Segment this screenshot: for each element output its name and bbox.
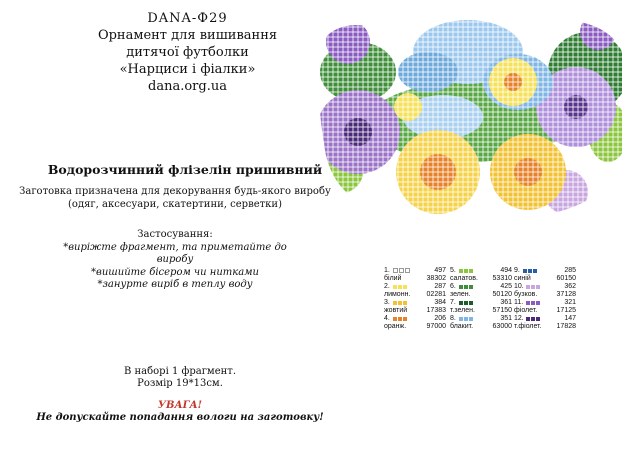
legend-item	[514, 299, 576, 315]
legend-item	[450, 283, 512, 299]
title-line-2: дитячої футболки	[126, 45, 249, 60]
kit-info	[80, 366, 280, 390]
legend-num: 5.	[450, 267, 456, 274]
legend-num: 1.	[384, 267, 390, 274]
intended-line-1: Заготовка призначена для декорування будь-якого виробу	[19, 186, 331, 197]
legend-num: 12.	[514, 315, 524, 322]
title-line-1: Орнамент для вишивання	[97, 28, 278, 43]
legend-color-name: оранж.	[384, 323, 407, 330]
legend-item	[450, 267, 512, 283]
legend-code: 53310	[492, 275, 512, 282]
legend-code: 97000	[426, 323, 446, 330]
legend-count: 285	[564, 267, 576, 274]
legend-count: 362	[564, 283, 576, 290]
legend-item	[384, 283, 446, 299]
legend-color-name: білий	[384, 275, 402, 282]
legend-num: 7.	[450, 299, 456, 306]
size-info: Розмір 19*13см.	[137, 378, 223, 389]
website: dana.org.ua	[148, 79, 227, 94]
legend-item	[514, 267, 576, 283]
title-block	[80, 10, 295, 95]
legend-color-name: фіолет.	[514, 307, 538, 314]
legend-count: 497	[434, 267, 446, 274]
legend-num: 4.	[384, 315, 390, 322]
legend-item	[384, 315, 446, 331]
legend-code: 37128	[556, 291, 576, 298]
embroidery-pattern-image	[318, 12, 626, 230]
legend-item	[384, 267, 446, 283]
fragment-count: В наборі 1 фрагмент.	[123, 366, 237, 377]
legend-color-name: лимонн.	[384, 291, 411, 298]
legend-color-name: зелен.	[450, 291, 471, 298]
legend-code: 02281	[426, 291, 446, 298]
legend-item	[384, 299, 446, 315]
legend-code: 38302	[426, 275, 446, 282]
legend-color-name: т.фіолет.	[514, 323, 542, 330]
legend-num: 9.	[514, 267, 520, 274]
warning-text: Не допускайте попадання вологи на заготовку!	[36, 412, 324, 423]
legend-color-name: синій	[514, 275, 531, 282]
product-code: DANA-Ф29	[147, 11, 228, 26]
title-line-3: «Нарциси і фіалки»	[119, 62, 256, 77]
material-heading: Водорозчинний флізелін пришивний	[47, 162, 323, 177]
legend-count: 361	[500, 299, 512, 306]
legend-count: 425	[500, 283, 512, 290]
intended-use	[15, 185, 335, 211]
legend-code: 17125	[556, 307, 576, 314]
legend-color-name: жовтий	[384, 307, 408, 314]
usage-title: Застосування:	[137, 229, 213, 240]
legend-column	[384, 267, 446, 331]
legend-item	[514, 283, 576, 299]
legend-count: 494	[500, 267, 512, 274]
legend-column	[514, 267, 576, 331]
legend-code: 63000	[492, 323, 512, 330]
usage-step: *виріжте фрагмент, та приметайте до виробу	[63, 241, 287, 265]
legend-item	[514, 315, 576, 331]
legend-code: 17828	[556, 323, 576, 330]
legend-color-name: бузков.	[514, 291, 538, 298]
usage-step: *вишийте бісером чи нитками	[91, 266, 259, 278]
usage-step: *занурте виріб в теплу воду	[97, 279, 253, 290]
legend-item	[450, 315, 512, 331]
warning-block	[20, 400, 340, 424]
legend-num: 6.	[450, 283, 456, 290]
warning-title: УВАГА!	[157, 400, 203, 411]
legend-num: 10.	[514, 283, 524, 290]
legend-count: 147	[564, 315, 576, 322]
legend-num: 3.	[384, 299, 390, 306]
legend-color-name: т.зелен.	[450, 307, 475, 314]
legend-num: 11.	[514, 299, 524, 306]
legend-num: 2.	[384, 283, 390, 290]
legend-count: 206	[434, 315, 446, 322]
legend-item	[450, 299, 512, 315]
legend-color-name: салатов.	[450, 275, 478, 282]
legend-code: 57150	[492, 307, 512, 314]
legend-code: 60150	[556, 275, 576, 282]
usage-instructions	[50, 229, 300, 292]
legend-count: 384	[434, 299, 446, 306]
legend-count: 351	[500, 315, 512, 322]
legend-color-name: блакит.	[450, 323, 474, 330]
legend-num: 8.	[450, 315, 456, 322]
legend-column	[450, 267, 512, 331]
intended-line-2: (одяг, аксесуари, скатертини, серветки)	[68, 199, 282, 210]
legend-count: 321	[564, 299, 576, 306]
legend-count: 287	[434, 283, 446, 290]
legend-code: 17383	[426, 307, 446, 314]
legend-code: 50120	[492, 291, 512, 298]
